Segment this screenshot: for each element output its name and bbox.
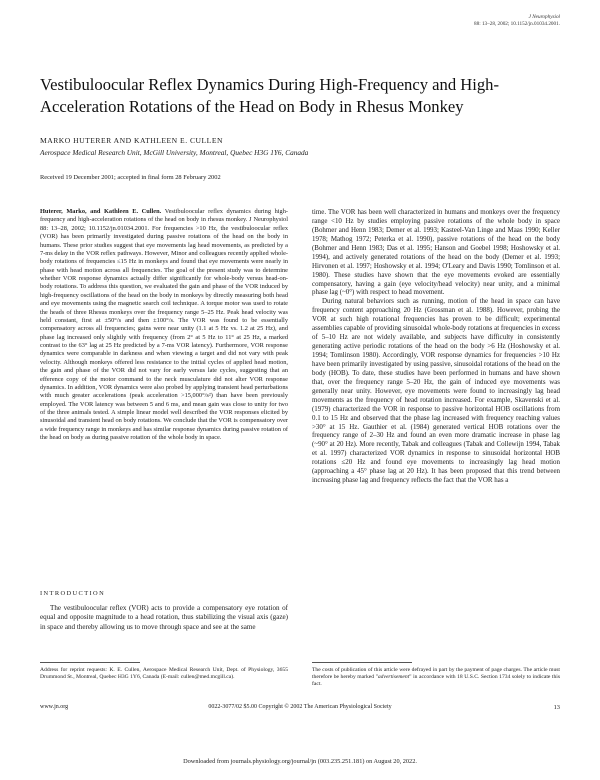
footnote-divider-left bbox=[40, 662, 140, 663]
intro-paragraph: The vestibuloocular reflex (VOR) acts to provide a compensatory eye rotation of equal and opposite magnitude to a head rotation, thus stabilizing the visual axis (gaze) in space and thereby allowing us to move through space and see at the same bbox=[40, 604, 288, 631]
abstract-lead: Huterer, Marko, and Kathleen E. Cullen. bbox=[40, 208, 162, 215]
costs-footnote-emphasis: advertisement bbox=[377, 674, 410, 680]
article-title: Vestibuloocular Reflex Dynamics During High-Frequency and High-Acceleration Rotations of the Head on Body in Rhesus Monkey bbox=[40, 75, 499, 116]
costs-footnote-start: The costs of publication of this article were defrayed in part by the payment of page charges. The article must therefore be hereby marked " bbox=[312, 667, 560, 680]
download-notice: Downloaded from journals.physiology.org/journal/jn (003.235.251.181) on August 20, 2022. bbox=[183, 758, 417, 765]
footnote-divider-right bbox=[312, 662, 412, 663]
right-paragraph-2: During natural behaviors such as running, motion of the head in space can have frequency content approaching 20 Hz (Grossman et al. 1988). However, probing the VOR at such high rotational frequencies has proven to be difficult; experimental assemblies capable of providing sinusoidal whole-body rotations at frequencies in excess of 5–10 Hz are not widely available, and subjects have difficulty in consistently generating active periodic rotations of the head on the body >6 Hz (Hoshowsky et al. 1994; Tomlinson 1980). Accordingly, VOR response dynamics for frequencies >10 Hz have been primarily investigated by using passive, sinusoidal rotations of the head on the body (HOB). To date, these studies have been performed in humans and have shown that, over the frequency range 5–20 Hz, the gain of induced eye movements was generally near unity. However, eye movements were found to increasingly lag head movements as the frequency of head rotation increased. For example, Skavenski et al. (1979) characterized the VOR in response to passive horizontal HOB oscillations from 0.1 to 15 Hz and observed that the phase lag increased with frequency reaching values >30° at 15 Hz. Gauthier et al. (1984) generated vertical HOB rotations over the frequency range of 2–30 Hz and found an even more dramatic increase in phase lag (~90° at 20 Hz). More recently, Tabak and colleagues (Tabak and Collewijn 1994, Tabak et al. 1997) characterized VOR dynamics in response to sinusoidal horizontal HOB rotations ≤20 Hz and found eye movements to increasingly lag head motion (approaching a 45° phase lag at 20 Hz). It has been proposed that this trend between increasing phase lag and frequency reflects the fact that the VOR has a bbox=[312, 297, 560, 485]
journal-name: J Neurophysiol bbox=[528, 14, 560, 20]
abstract bbox=[40, 208, 288, 443]
affiliation: Aerospace Medical Research Unit, McGill University, Montreal, Quebec H3G 1Y6, Canada bbox=[40, 148, 309, 157]
copyright-line: 0022-3077/02 $5.00 Copyright © 2002 The American Physiological Society bbox=[208, 704, 392, 710]
costs-footnote bbox=[312, 667, 560, 688]
page-number: 13 bbox=[553, 704, 560, 711]
journal-header bbox=[360, 14, 560, 28]
journal-citation: 88: 13–28, 2002; 10.1152/jn.01034.2001. bbox=[474, 21, 560, 27]
journal-website: www.jn.org bbox=[40, 704, 69, 710]
abstract-text: Vestibuloocular reflex dynamics during high-frequency and high-acceleration rotations of the head on body in rhesus monkey. J Neurophysiol 88: 13–28, 2002; 10.1152/jn.01034.2001. For frequencies >10 Hz, the vestibuloocular reflex (VOR) has been primarily investigated during passive rotations of the head on the body in humans. These prior studies suggest that eye movements lag head movements, as predicted by a 7-ms delay in the VOR reflex pathways. However, Minor and colleagues recently applied whole-body rotations of frequencies ≤15 Hz in monkeys and found that eye movements were nearly in phase with head motion across all frequencies. The goal of the present study was to determine whether VOR response dynamics actually differ significantly for whole-body versus head-on-body rotations. To address this question, we evaluated the gain and phase of the VOR induced by high-frequency oscillations of the head on the body in monkeys by directly measuring both head and eye movements using the magnetic search coil technique. A torque motor was used to rotate the heads of three Rhesus monkeys over the frequency range 5–25 Hz. Peak head velocity was held constant, first at ±50°/s and then ±100°/s. The VOR was found to be essentially compensatory across all frequencies; gains were near unity (1.1 at 5 Hz vs. 1.2 at 25 Hz), and phase lag increased only slightly with frequency (from 2° at 5 Hz to 11° at 25 Hz, a marked contrast to the 63° lag at 25 Hz predicted by a 7-ms VOR latency). Furthermore, VOR response dynamics were comparable in darkness and when viewing a target and did not vary with peak velocity. Although monkeys offered less resistance to the initial cycles of applied head motion, the gain and phase of the VOR did not vary for early versus late cycles, suggesting that an efference copy of the motor command to the neck musculature did not alter VOR response dynamics. In addition, VOR dynamics were also probed by applying transient head perturbations with much greater accelerations (peak acceleration >15,000°/s²) than have been previously employed. The VOR latency was between 5 and 6 ms, and mean gain was close to unity for two of the three animals tested. A simple linear model well described the VOR responses elicited by sinusoidal and transient head on body rotations. We conclude that the VOR is compensatory over a wide frequency range in monkeys and has similar response dynamics during passive rotation of the head on body as during passive rotation of the whole body in space. bbox=[40, 208, 288, 442]
costs-footnote-end: " in accordance with 18 U.S.C. Section 1734 solely to indicate this fact. bbox=[312, 674, 560, 687]
address-footnote: Address for reprint requests: K. E. Cullen, Aerospace Medical Research Unit, Dept. of Physiology, 3655 Drummond St., Montreal, Quebec H3G 1Y6, Canada (E-mail: cullen@med.mcgill.ca). bbox=[40, 667, 288, 680]
right-column bbox=[312, 208, 560, 485]
received-dates: Received 19 December 2001; accepted in final form 28 February 2002 bbox=[40, 174, 221, 181]
intro-heading: INTRODUCTION bbox=[40, 590, 106, 597]
authors: MARKO HUTERER AND KATHLEEN E. CULLEN bbox=[40, 136, 223, 145]
right-paragraph-1: time. The VOR has been well characterized in humans and monkeys over the frequency range <10 Hz by studies employing passive rotations of the whole body in space (Bohmer and Henn 1983; Demer et al. 1993; Kasteel-Van Linge and Maas 1990; Keller 1978; Mathog 1972; Peterka et al. 1990), passive rotations of the head on the body (Bohmer and Henn 1983; Das et al. 1995; Hanson and Goebel 1998; Hoshowsky et al. 1994), and actively generated rotations of the head on the body (Demer et al. 1993; Hirvonen et al. 1997; Hoshowsky et al. 1994; O'Leary and Davis 1990; Tomlinson et al. 1980). These studies have shown that the eye movements evoked are essentially compensatory, having a gain (eye velocity/head velocity) near unity, and a minimal phase lag (~0°) with respect to head movement. bbox=[312, 208, 560, 297]
